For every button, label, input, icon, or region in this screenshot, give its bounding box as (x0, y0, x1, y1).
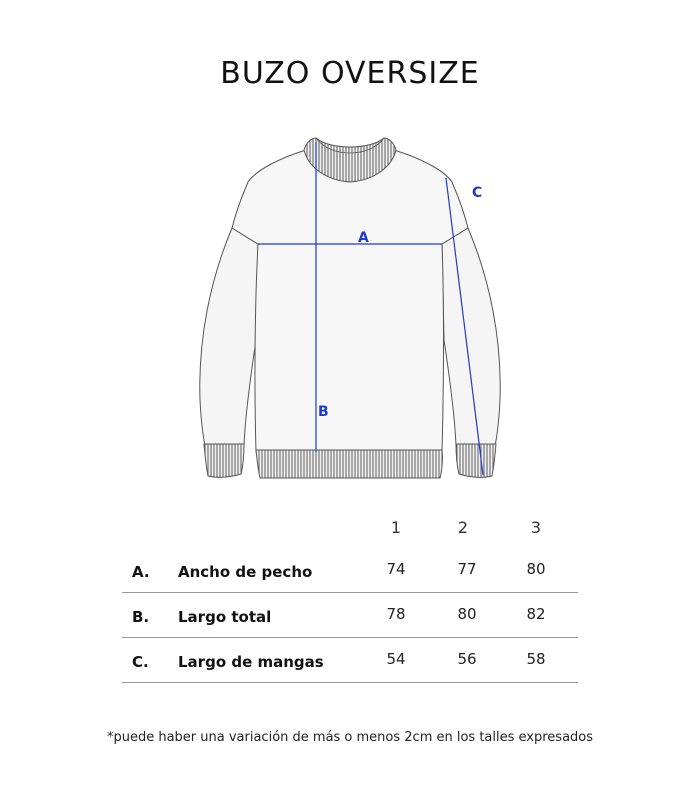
size-table (122, 548, 578, 683)
waist-rib (256, 450, 442, 478)
row-value: 80 (526, 560, 546, 578)
row-letter: A. (132, 563, 150, 581)
sweater-body (232, 150, 468, 452)
right-cuff (456, 444, 496, 477)
table-row (122, 638, 578, 683)
table-row (122, 548, 578, 593)
row-value: 54 (386, 650, 406, 668)
row-letter: C. (132, 653, 149, 671)
page-title: BUZO OVERSIZE (220, 56, 480, 91)
size-header-3: 3 (530, 518, 542, 537)
row-measure-name: Largo de mangas (178, 653, 324, 671)
row-measure-name: Largo total (178, 608, 272, 626)
row-value: 80 (457, 605, 477, 623)
row-value: 77 (457, 560, 477, 578)
row-letter: B. (132, 608, 150, 626)
left-sleeve (200, 228, 258, 446)
measure-label-a: A (358, 230, 369, 246)
row-value: 82 (526, 605, 546, 623)
row-measure-name: Ancho de pecho (178, 563, 313, 581)
table-row (122, 593, 578, 638)
size-header-2: 2 (457, 518, 469, 537)
size-variation-note: *puede haber una variación de más o menos 2cm en los talles expresados (106, 730, 594, 745)
measure-label-b: B (318, 404, 329, 420)
size-header-1: 1 (390, 518, 402, 537)
row-value: 74 (386, 560, 406, 578)
left-cuff (204, 444, 244, 477)
right-sleeve (442, 228, 500, 446)
measure-label-c: C (472, 185, 483, 201)
row-value: 78 (386, 605, 406, 623)
row-value: 58 (526, 650, 546, 668)
row-value: 56 (457, 650, 477, 668)
